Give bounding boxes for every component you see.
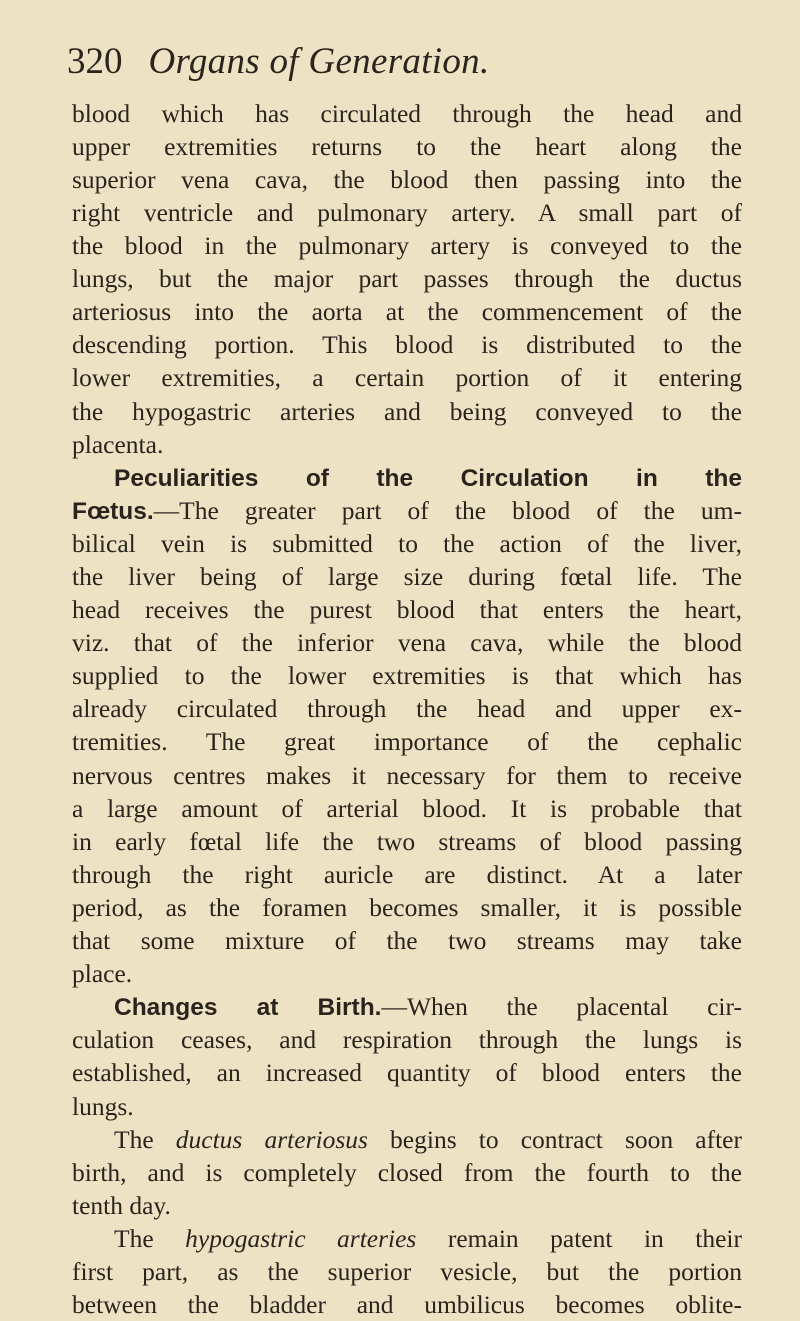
- text-line: [72, 692, 742, 725]
- text-line: [72, 1023, 742, 1056]
- text-line: [72, 924, 742, 957]
- text-line: [72, 957, 742, 990]
- text-run: lower extremities, a certain portion of it entering: [72, 363, 742, 393]
- text-line: [72, 1123, 742, 1156]
- text-line: [72, 262, 742, 295]
- text-run: place.: [72, 959, 133, 989]
- text-run: the hypogastric arteries and being conveyed to the: [72, 396, 742, 426]
- text-run: a large amount of arterial blood. It is probable that: [72, 793, 742, 823]
- text-run: lungs, but the major part passes through the ductus: [72, 264, 742, 294]
- text-line: [72, 825, 742, 858]
- text-run: first part, as the superior vesicle, but the portion: [72, 1256, 742, 1286]
- page-number: 320: [67, 41, 123, 82]
- text-run: superior vena cava, the blood then passing into the: [72, 164, 742, 194]
- text-run: viz. that of the inferior vena cava, while the blood: [72, 628, 742, 658]
- book-page: [67, 41, 743, 1321]
- text-run: through the right auricle are distinct. At a later: [72, 859, 742, 889]
- text-run: birth, and is completely closed from the fourth to the: [72, 1157, 742, 1187]
- text-line: [72, 1288, 742, 1321]
- text-line: [72, 97, 742, 130]
- text-line: [72, 891, 742, 924]
- text-line: [72, 395, 742, 428]
- text-run: lungs.: [72, 1091, 134, 1121]
- text-line: [72, 858, 742, 891]
- text-run: between the bladder and umbilicus becomes oblite-: [72, 1290, 742, 1320]
- text-run: begins to contract soon after: [367, 1124, 742, 1154]
- text-line: [72, 229, 742, 262]
- text-line: [72, 494, 742, 527]
- text-run: —The greater part of the blood of the um-: [153, 495, 742, 525]
- text-run: tenth day.: [72, 1190, 171, 1220]
- text-line: [72, 759, 742, 792]
- text-run: placenta.: [72, 429, 164, 459]
- text-run: supplied to the lower extremities is that which has: [72, 661, 742, 691]
- body-text: [72, 97, 742, 1321]
- text-run: in early fœtal life the two streams of blood passing: [72, 826, 742, 856]
- text-run: culation ceases, and respiration through the lungs is: [72, 1025, 742, 1055]
- text-run: —When the placental cir-: [381, 992, 742, 1022]
- text-run: the blood in the pulmonary artery is conveyed to the: [72, 231, 742, 261]
- text-line: [72, 990, 742, 1023]
- text-line: [72, 328, 742, 361]
- text-line: [72, 626, 742, 659]
- text-line: [72, 428, 742, 461]
- text-line: [72, 527, 742, 560]
- text-run: tremities. The great importance of the cephalic: [72, 727, 742, 757]
- text-line: [72, 1255, 742, 1288]
- text-run: right ventricle and pulmonary artery. A small part of: [72, 197, 742, 227]
- text-line: [72, 659, 742, 692]
- text-line: [72, 1222, 742, 1255]
- text-run: descending portion. This blood is distributed to the: [72, 330, 742, 360]
- text-run: upper extremities returns to the heart along the: [72, 131, 742, 161]
- text-run: head receives the purest blood that enters the heart,: [72, 595, 742, 625]
- text-run: arteriosus into the aorta at the commencement of the: [72, 297, 742, 327]
- text-line: [72, 1090, 742, 1123]
- text-line: [72, 1056, 742, 1089]
- running-title: Organs of Generation.: [148, 41, 490, 82]
- text-line: [72, 196, 742, 229]
- section-heading: Changes at Birth.: [114, 994, 382, 1022]
- text-line: [72, 792, 742, 825]
- text-run: nervous centres makes it necessary for them to receive: [72, 760, 742, 790]
- text-run: already circulated through the head and upper ex-: [72, 694, 742, 724]
- text-run: the liver being of large size during fœtal life. The: [72, 562, 742, 591]
- text-line: [72, 295, 742, 328]
- italic-term: ductus arteriosus: [175, 1124, 368, 1154]
- text-run: The: [114, 1223, 186, 1253]
- italic-term: hypogastric arteries: [185, 1223, 417, 1253]
- text-line: [72, 593, 742, 626]
- text-run: The: [114, 1124, 176, 1154]
- text-run: blood which has circulated through the head and: [72, 98, 742, 128]
- text-run: remain patent in their: [416, 1223, 743, 1253]
- text-run: bilical vein is submitted to the action of the liver,: [72, 528, 742, 558]
- running-header: [67, 41, 742, 83]
- section-heading: Peculiarities of the Circulation in the: [114, 464, 742, 492]
- text-line: [72, 163, 742, 196]
- text-line: [72, 461, 742, 494]
- section-heading: Fœtus.: [72, 497, 154, 525]
- text-run: established, an increased quantity of blood enters the: [72, 1058, 742, 1088]
- text-line: [72, 361, 742, 394]
- text-run: that some mixture of the two streams may take: [72, 926, 742, 956]
- text-line: [72, 725, 742, 758]
- text-line: [72, 560, 742, 593]
- text-line: [72, 1189, 742, 1222]
- text-line: [72, 1156, 742, 1189]
- text-run: period, as the foramen becomes smaller, it is possible: [72, 892, 742, 922]
- text-line: [72, 130, 742, 163]
